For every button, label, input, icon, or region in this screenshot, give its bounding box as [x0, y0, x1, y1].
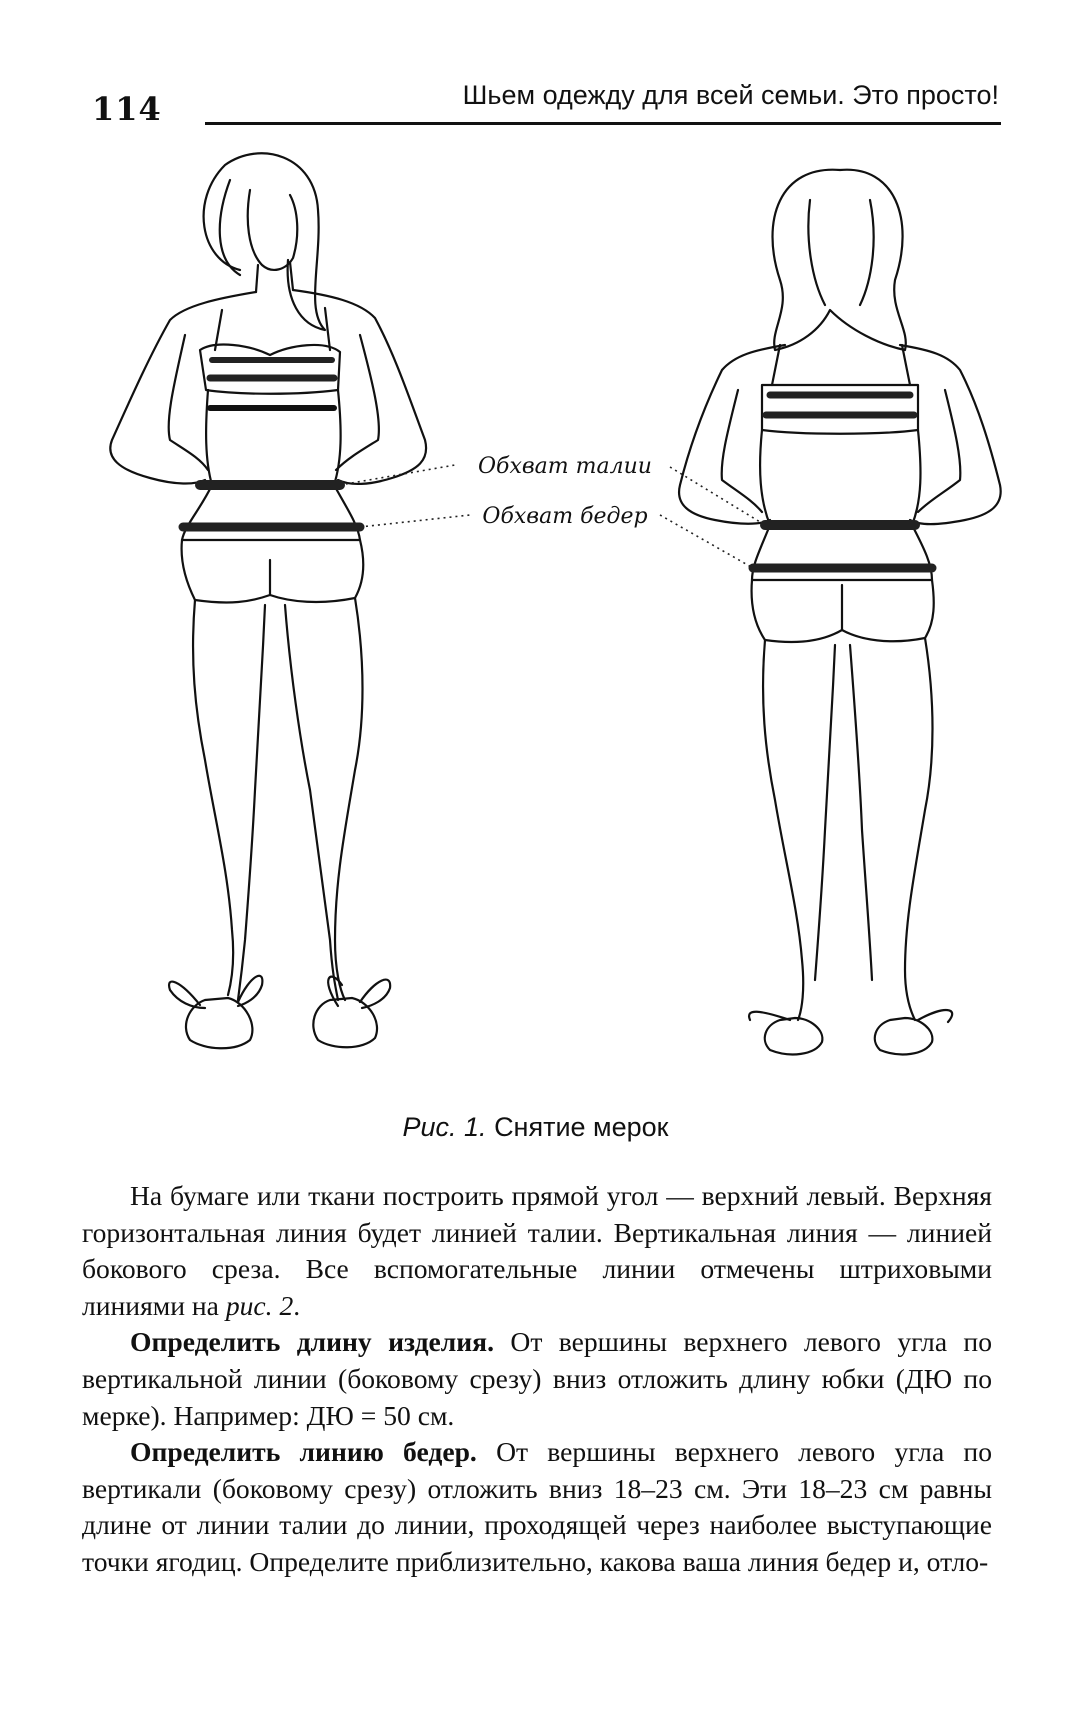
measurement-figure: [0, 140, 1071, 1100]
back-view-figure: [679, 170, 1001, 1055]
figure-caption: [0, 1112, 1071, 1143]
p3-heading: Определить линию бедер.: [130, 1436, 477, 1468]
running-title: Шьем одежду для всей семьи. Это просто!: [462, 80, 999, 110]
page-number: 114: [92, 90, 162, 128]
paragraph-2: [82, 1324, 992, 1434]
body-text: [82, 1178, 992, 1581]
p1-text: На бумаге или ткани построить прямой угол — верхний левый. Верхняя горизонтальная линия будет линией талии. Вертикальная линия — линией бокового среза. Все вспомогательные линии отмечены штриховыми линиями на: [82, 1180, 992, 1321]
p1-end: .: [293, 1289, 301, 1321]
p3-text: От вершины верхнего левого угла по вертикали (боковому срезу) отложить вниз 18–23 см. Эти 18–23 см равны длине от линии талии до линии, проходящей через наиболее выступающие точки ягодиц. Определите приблизительно, какова ваша линия бедер и, отло-: [82, 1436, 992, 1577]
caption-prefix: Рис. 1.: [402, 1112, 487, 1142]
p2-text: От вершины верхнего левого угла по вертикальной линии (боковому срезу) вниз отложить длину юбки (ДЮ по мерке). Например: ДЮ = 50 см.: [82, 1326, 992, 1431]
caption-text: Снятие мерок: [494, 1112, 669, 1142]
front-view-figure: [110, 153, 426, 1048]
label-waist: Обхват талии: [478, 454, 652, 479]
label-hips: Обхват бедер: [482, 504, 648, 529]
paragraph-1: [82, 1178, 992, 1324]
p2-heading: Определить длину изделия.: [130, 1326, 495, 1358]
header-rule: [205, 122, 1001, 125]
figure-reference: рис. 2: [225, 1289, 294, 1321]
paragraph-3: [82, 1434, 992, 1580]
